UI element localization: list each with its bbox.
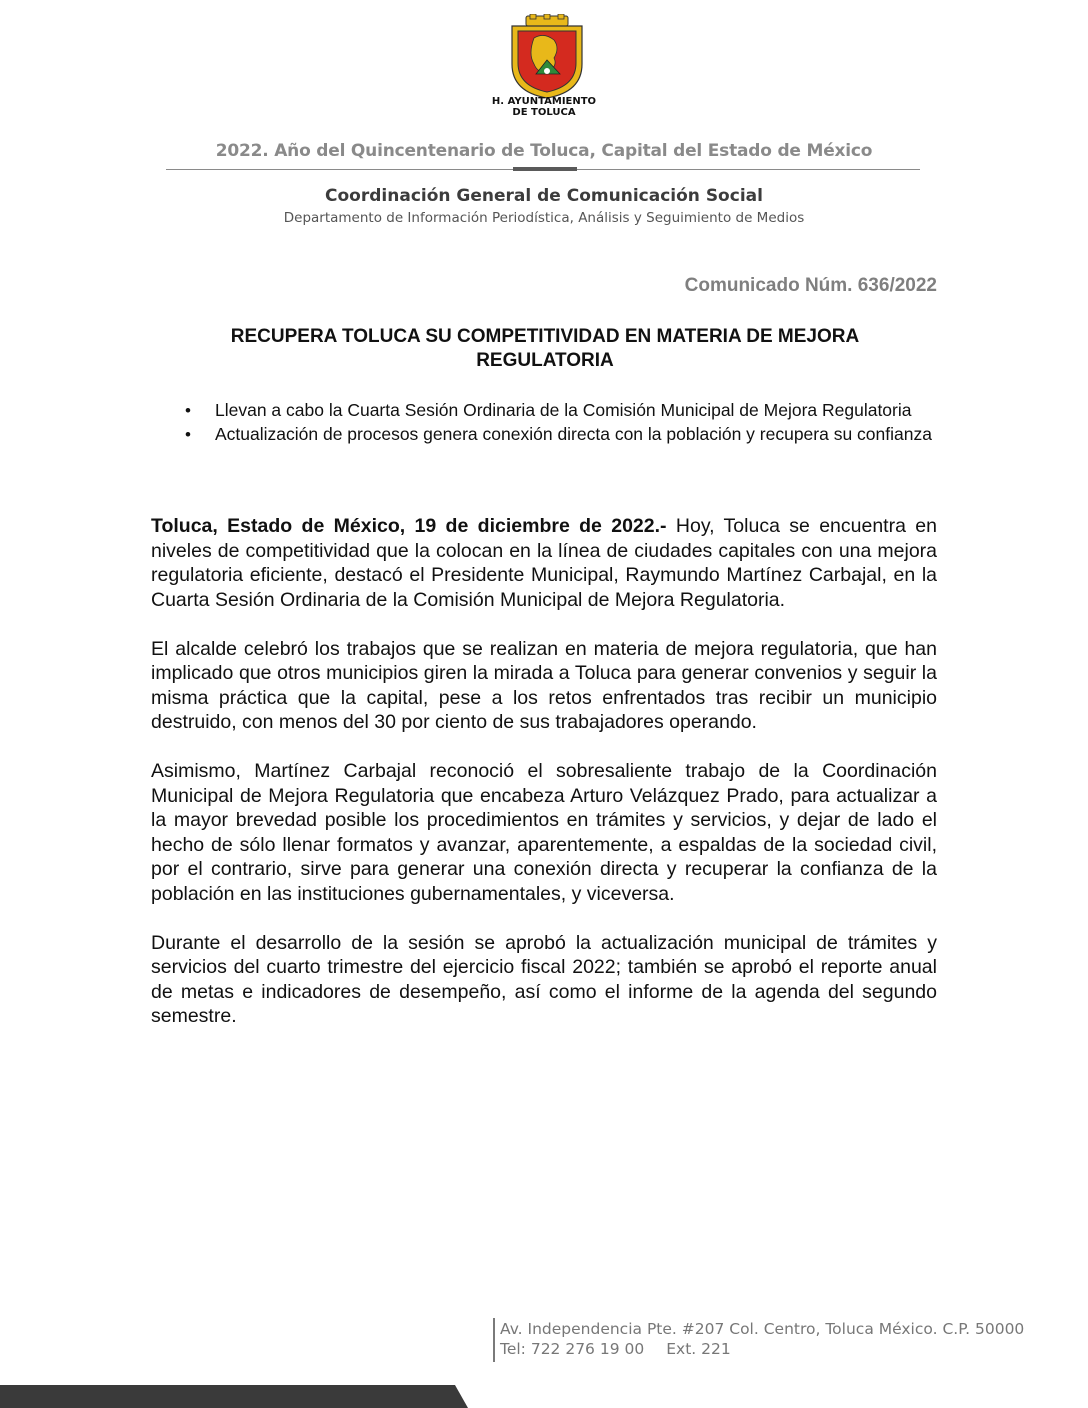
logo-caption-line-2: DE TOLUCA [512,107,576,118]
body-paragraph [151,514,937,612]
year-motto: 2022. Año del Quincentenario de Toluca, Capital del Estado de México [215,141,873,161]
footer-extension: Ext. 221 [666,1340,731,1358]
summary-bullet-text: Actualización de procesos genera conexión directa con la población y recupera su confianza [215,424,932,444]
summary-bullets [184,399,944,447]
paragraph-text: Hoy, Toluca se encuentra en niveles de competitividad que la colocan en la línea de ciudades capitales con una mejora regulatoria eficiente, destacó el Presidente Municipal, Raymundo Martínez Carbajal, en la Cuarta Sesión Ordinaria de la Comisión Municipal de Mejora Regulatoria. [151,515,937,611]
footer-address: Av. Independencia Pte. #207 Col. Centro, Toluca México. C.P. 50000 [500,1320,1025,1338]
summary-bullet [184,399,944,422]
body-paragraph: El alcalde celebró los trabajos que se realizan en materia de mejora regulatoria, que han implicado que otros municipios giren la mirada a Toluca para generar convenios y seguir la misma práctica que la capital, pese a los retos enfrentados tras recibir un municipio destruido, con menos del 30 por ciento de sus trabajadores operando. [151,637,937,733]
body-paragraph: Durante el desarrollo de la sesión se aprobó la actualización municipal de trámites y servicios del cuarto trimestre del ejercicio fiscal 2022; también se aprobó el reporte anual de metas e indicadores de desempeño, así como el informe de la agenda del segundo semestre. [151,931,937,1027]
press-release-headline: RECUPERA TOLUCA SU COMPETITIVIDAD EN MATERIA DE MEJORA REGULATORIA [230,326,860,371]
footer-contact [500,1340,731,1358]
footer-phone: Tel: 722 276 19 00 [500,1340,645,1358]
summary-bullet [184,423,944,446]
summary-bullet-text: Llevan a cabo la Cuarta Sesión Ordinaria de la Comisión Municipal de Mejora Regulatoria [215,400,912,420]
coordination-title: Coordinación General de Comunicación Social [325,186,763,206]
header-divider-accent [513,167,577,171]
bullet-icon: • [185,425,191,444]
toluca-crest-logo [504,14,590,100]
footer-divider [493,1318,495,1362]
department-subtitle: Departamento de Información Periodística, Análisis y Seguimiento de Medios [283,210,805,226]
body-paragraph: Asimismo, Martínez Carbajal reconoció el sobresaliente trabajo de la Coordinación Municipal de Mejora Regulatoria que encabeza Arturo Velázquez Prado, para actualizar a la mayor brevedad posible los procedimientos en trámites y servicios, y dejar de lado el hecho de sólo llenar formatos y avanzar, aparentemente, a espaldas de la sociedad civil, por el contrario, sirve para generar una conexión directa y recuperar la confianza de la población en las instituciones gubernamentales, y viceversa. [151,760,937,905]
bullet-icon: • [185,401,191,420]
logo-caption [444,96,644,118]
logo-caption-line-1: H. AYUNTAMIENTO [491,96,597,107]
communique-number: Comunicado Núm. 636/2022 [684,275,937,296]
article-body [151,514,937,1053]
footer-band [0,1385,1088,1408]
dateline: Toluca, Estado de México, 19 de diciembre de 2022.- [151,515,667,537]
